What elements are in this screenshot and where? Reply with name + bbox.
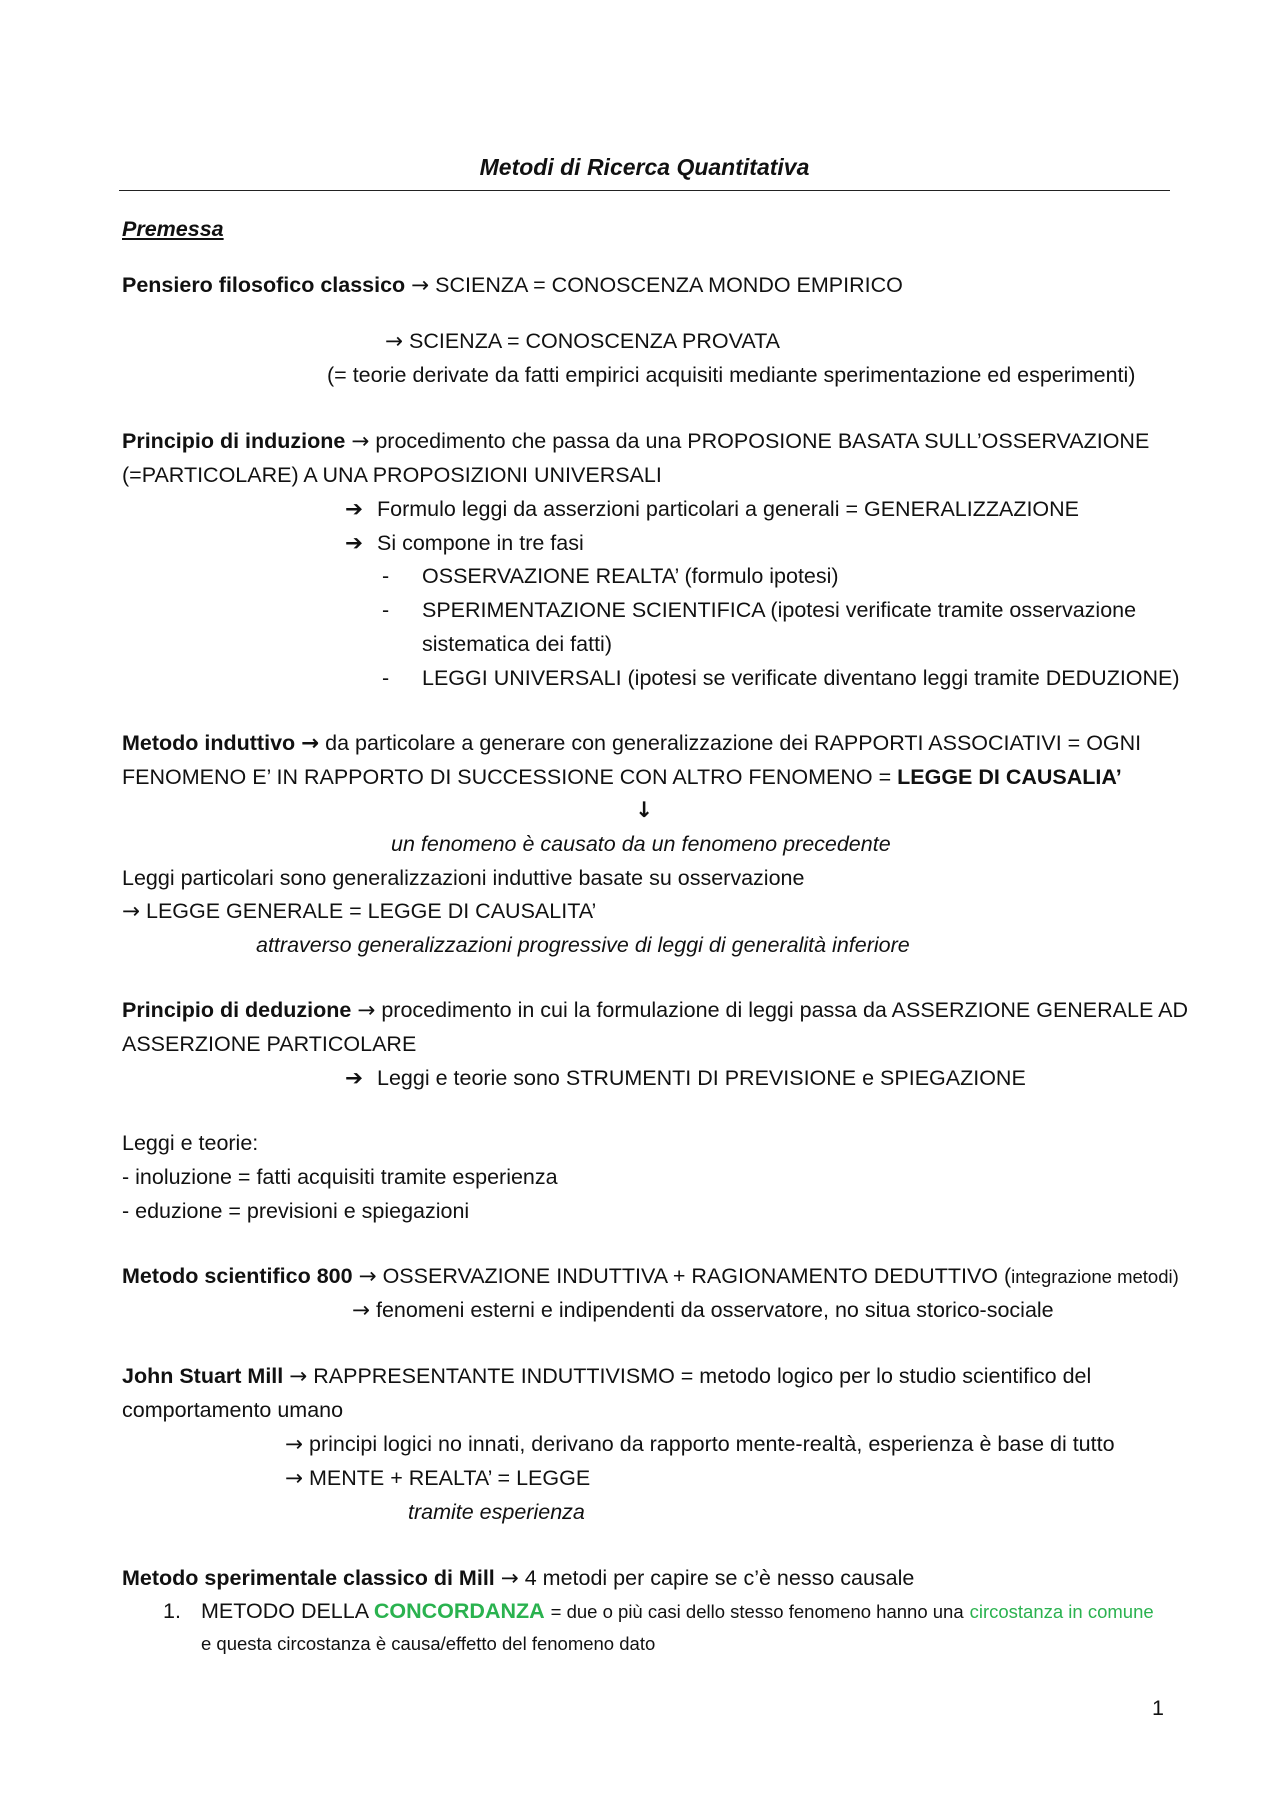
arrow-right-icon: → — [500, 1566, 519, 1591]
induttivo-italic-2: attraverso generalizzazioni progressive di leggi di generalità inferiore — [256, 933, 910, 957]
arrow-right-icon: → — [352, 1298, 371, 1323]
concordanza-prefix: METODO DELLA — [201, 1599, 368, 1623]
arrow-right-icon: → — [289, 1364, 308, 1389]
induzione-bullet-1 — [345, 495, 1079, 524]
dash-marker: - — [382, 598, 390, 622]
pensiero-line-3: (= teorie derivate da fatti empirici acquisiti mediante sperimentazione ed esperimenti) — [327, 363, 1136, 387]
arrow-right-icon: → — [285, 1432, 304, 1457]
induzione-line-2: (=PARTICOLARE) A UNA PROPOSIZIONI UNIVERSALI — [122, 463, 662, 487]
list-item-number: 1. — [163, 1599, 181, 1623]
arrow-right-icon: → — [351, 429, 370, 454]
induzione-term: Principio di induzione — [122, 429, 346, 453]
arrow-right-icon: → — [285, 1466, 304, 1491]
title-underline — [119, 190, 1170, 191]
induttivo-term: Metodo induttivo — [122, 731, 296, 755]
mill-line-3 — [285, 1430, 1115, 1459]
arrow-right-icon: → — [122, 899, 141, 924]
concordanza-line-2: e questa circostanza è causa/effetto del fenomeno dato — [201, 1633, 656, 1654]
induttivo-line-2 — [122, 763, 1122, 791]
induttivo-italic-1: un fenomeno è causato da un fenomeno precedente — [391, 832, 891, 856]
pensiero-text-2: SCIENZA = CONOSCENZA PROVATA — [409, 329, 780, 353]
induttivo-text-2: FENOMENO E’ IN RAPPORTO DI SUCCESSIONE CON ALTRO FENOMENO = — [122, 765, 892, 789]
sperimentale-line-1 — [122, 1564, 914, 1593]
induzione-line-1 — [122, 427, 1149, 456]
concordanza-line-1 — [201, 1597, 1154, 1626]
mill-line-1 — [122, 1362, 1091, 1391]
scientifico-text-1-small: integrazione metodi) — [1011, 1266, 1179, 1287]
dash-marker: - — [382, 666, 390, 690]
induzione-text-1: procedimento che passa da una PROPOSIONE BASATA SULL’OSSERVAZIONE — [375, 429, 1150, 453]
induzione-bullet-2 — [345, 529, 584, 558]
induzione-bullet-1-text: Formulo leggi da asserzioni particolari a generali = GENERALIZZAZIONE — [377, 497, 1080, 521]
page-number: 1 — [1152, 1696, 1164, 1720]
arrow-down-icon: ↓ — [635, 798, 654, 823]
concordanza-mid: = due o più casi dello stesso fenomeno hanno una — [550, 1601, 964, 1622]
mill-text-4: MENTE + REALTA’ = LEGGE — [309, 1466, 591, 1490]
induttivo-line-3: Leggi particolari sono generalizzazioni induttive basate su osservazione — [122, 866, 805, 890]
arrow-right-icon: → — [358, 1264, 377, 1289]
heavy-arrow-icon: ➔ — [345, 1066, 364, 1091]
scientifico-line-1 — [122, 1262, 1179, 1291]
heavy-arrow-icon: ➔ — [345, 531, 364, 556]
mill-text-3: principi logici no innati, derivano da rapporto mente-realtà, esperienza è base di tutto — [309, 1432, 1115, 1456]
mill-term: John Stuart Mill — [122, 1364, 284, 1388]
mill-text-1: RAPPRESENTANTE INDUTTIVISMO = metodo logico per lo studio scientifico del — [313, 1364, 1092, 1388]
pensiero-line-1 — [122, 271, 903, 300]
pensiero-line-2 — [385, 327, 780, 356]
mill-line-4 — [285, 1464, 590, 1493]
leggi-heading: Leggi e teorie: — [122, 1131, 259, 1155]
concordanza-key: CONCORDANZA — [373, 1599, 545, 1623]
induzione-phase-1: OSSERVAZIONE REALTA’ (formulo ipotesi) — [422, 564, 839, 588]
deduzione-text-1: procedimento in cui la formulazione di leggi passa da ASSERZIONE GENERALE AD — [381, 998, 1188, 1022]
deduzione-line-1 — [122, 996, 1188, 1025]
induzione-phase-3: LEGGI UNIVERSALI (ipotesi se verificate diventano leggi tramite DEDUZIONE) — [422, 666, 1180, 690]
page-title: Metodi di Ricerca Quantitativa — [479, 154, 810, 180]
arrow-right-icon: → — [385, 329, 404, 354]
heavy-arrow-icon: ➔ — [345, 497, 364, 522]
pensiero-term: Pensiero filosofico classico — [122, 273, 406, 297]
arrow-right-icon: → — [357, 998, 376, 1023]
deduzione-term: Principio di deduzione — [122, 998, 352, 1022]
scientifico-term: Metodo scientifico 800 — [122, 1264, 353, 1288]
induttivo-line-1 — [122, 729, 1141, 758]
leggi-item-1: - inoluzione = fatti acquisiti tramite esperienza — [122, 1165, 558, 1189]
arrow-right-icon: → — [301, 731, 320, 756]
scientifico-text-1: OSSERVAZIONE INDUTTIVA + RAGIONAMENTO DEDUTTIVO ( — [382, 1264, 1012, 1288]
deduzione-bullet-1 — [345, 1064, 1026, 1093]
pensiero-text-1: SCIENZA = CONOSCENZA MONDO EMPIRICO — [435, 273, 903, 297]
concordanza-green: circostanza in comune — [969, 1601, 1154, 1622]
legge-causalia-label: LEGGE DI CAUSALIA’ — [897, 765, 1122, 789]
scientifico-text-2: fenomeni esterni e indipendenti da osservatore, no situa storico-sociale — [376, 1298, 1054, 1322]
induzione-phase-2b: sistematica dei fatti) — [422, 632, 612, 656]
section-heading-premessa: Premessa — [122, 217, 224, 241]
sperimentale-text-1: 4 metodi per capire se c’è nesso causale — [524, 1566, 915, 1590]
induzione-phase-2a: SPERIMENTAZIONE SCIENTIFICA (ipotesi verificate tramite osservazione — [422, 598, 1137, 622]
induzione-bullet-2-text: Si compone in tre fasi — [377, 531, 584, 555]
scientifico-line-2 — [352, 1296, 1054, 1325]
leggi-item-2: - eduzione = previsioni e spiegazioni — [122, 1199, 470, 1223]
mill-italic-1: tramite esperienza — [408, 1500, 585, 1524]
sperimentale-term: Metodo sperimentale classico di Mill — [122, 1566, 495, 1590]
arrow-right-icon: → — [411, 273, 430, 298]
induttivo-text-1: da particolare a generare con generalizzazione dei RAPPORTI ASSOCIATIVI = OGNI — [325, 731, 1142, 755]
mill-line-2: comportamento umano — [122, 1398, 344, 1422]
deduzione-bullet-1-text: Leggi e teorie sono STRUMENTI DI PREVISIONE e SPIEGAZIONE — [377, 1066, 1026, 1090]
induttivo-text-4: LEGGE GENERALE = LEGGE DI CAUSALITA’ — [146, 899, 597, 923]
induttivo-line-4 — [122, 897, 596, 926]
dash-marker: - — [382, 564, 390, 588]
deduzione-line-2: ASSERZIONE PARTICOLARE — [122, 1032, 417, 1056]
